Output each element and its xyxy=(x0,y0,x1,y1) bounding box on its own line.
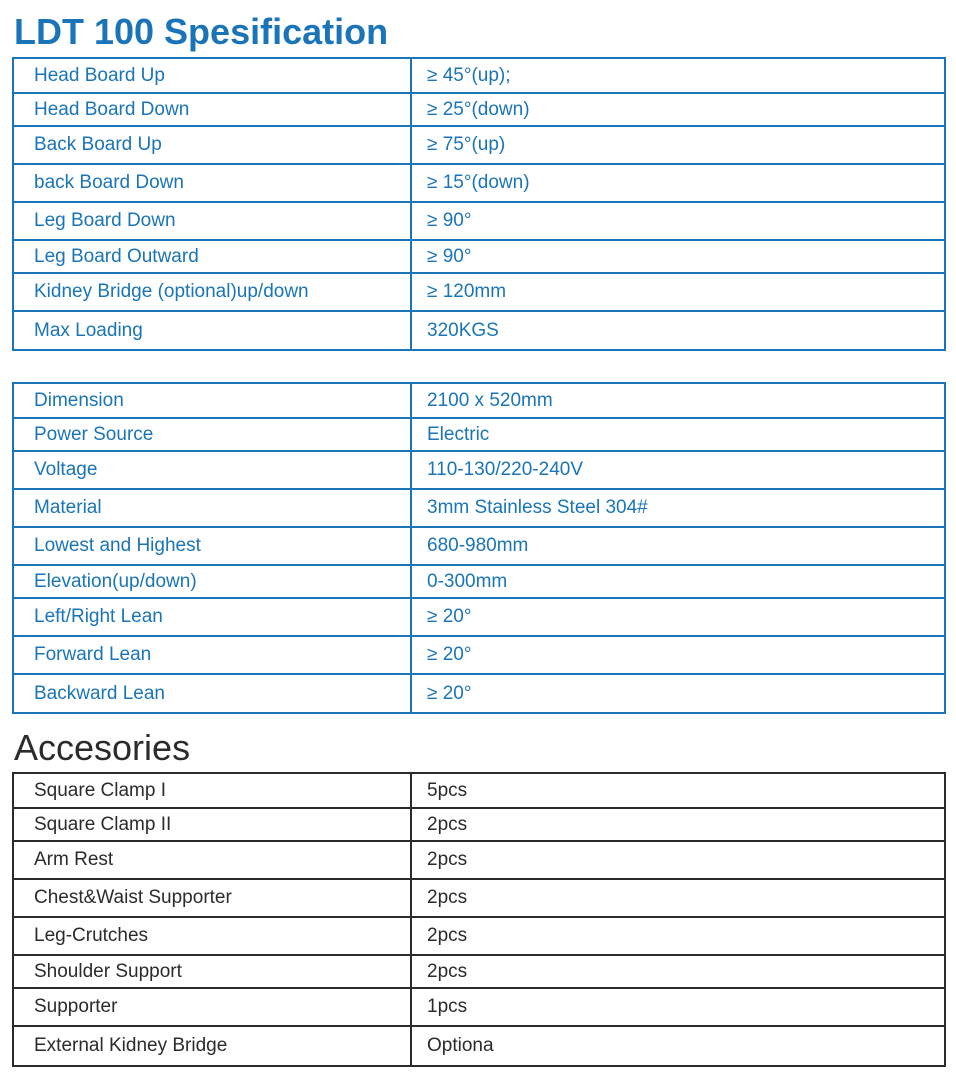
row-value: 2pcs xyxy=(411,917,945,955)
table-row xyxy=(13,1026,945,1066)
row-value: ≥ 90° xyxy=(411,240,945,273)
row-label: Square Clamp I xyxy=(13,773,411,808)
row-label: Leg-Crutches xyxy=(13,917,411,955)
spec-table-general xyxy=(12,382,946,714)
row-value: 1pcs xyxy=(411,988,945,1026)
row-label: Voltage xyxy=(13,451,411,489)
row-label: Dimension xyxy=(13,383,411,418)
table-row xyxy=(13,383,945,418)
page-title: LDT 100 Spesification xyxy=(14,11,389,52)
table-row xyxy=(13,126,945,164)
table-row xyxy=(13,240,945,273)
table-row xyxy=(13,451,945,489)
row-label: Power Source xyxy=(13,418,411,451)
row-value: Electric xyxy=(411,418,945,451)
accessories-table xyxy=(12,772,946,1067)
table-row xyxy=(13,841,945,879)
row-value: Optiona xyxy=(411,1026,945,1066)
row-value: 320KGS xyxy=(411,311,945,350)
row-label: Chest&Waist Supporter xyxy=(13,879,411,917)
row-label: External Kidney Bridge xyxy=(13,1026,411,1066)
spec-table-angles xyxy=(12,57,946,351)
row-label: Head Board Down xyxy=(13,93,411,126)
row-label: back Board Down xyxy=(13,164,411,202)
table-row xyxy=(13,202,945,240)
row-label: Elevation(up/down) xyxy=(13,565,411,598)
table-row xyxy=(13,773,945,808)
row-value: ≥ 20° xyxy=(411,674,945,713)
row-label: Backward Lean xyxy=(13,674,411,713)
table-row xyxy=(13,988,945,1026)
table-row xyxy=(13,879,945,917)
row-value: ≥ 120mm xyxy=(411,273,945,311)
row-label: Left/Right Lean xyxy=(13,598,411,636)
row-value: ≥ 25°(down) xyxy=(411,93,945,126)
row-value: 680-980mm xyxy=(411,527,945,565)
table-row xyxy=(13,273,945,311)
table-row xyxy=(13,598,945,636)
table-row xyxy=(13,311,945,350)
table-row xyxy=(13,527,945,565)
row-value: ≥ 45°(up); xyxy=(411,58,945,93)
row-label: Supporter xyxy=(13,988,411,1026)
row-label: Leg Board Outward xyxy=(13,240,411,273)
row-value: ≥ 15°(down) xyxy=(411,164,945,202)
row-label: Back Board Up xyxy=(13,126,411,164)
table-row xyxy=(13,674,945,713)
row-label: Forward Lean xyxy=(13,636,411,674)
accessories-heading: Accesories xyxy=(14,727,191,768)
row-label: Leg Board Down xyxy=(13,202,411,240)
row-label: Shoulder Support xyxy=(13,955,411,988)
row-label: Head Board Up xyxy=(13,58,411,93)
table-row xyxy=(13,93,945,126)
row-value: 0-300mm xyxy=(411,565,945,598)
table-row xyxy=(13,955,945,988)
row-label: Kidney Bridge (optional)up/down xyxy=(13,273,411,311)
row-value: 2pcs xyxy=(411,955,945,988)
table-row xyxy=(13,164,945,202)
row-value: 2pcs xyxy=(411,808,945,841)
table-row xyxy=(13,418,945,451)
row-value: 2100 x 520mm xyxy=(411,383,945,418)
row-label: Lowest and Highest xyxy=(13,527,411,565)
row-value: 2pcs xyxy=(411,879,945,917)
table-row xyxy=(13,808,945,841)
table-row xyxy=(13,489,945,527)
row-label: Max Loading xyxy=(13,311,411,350)
row-label: Square Clamp II xyxy=(13,808,411,841)
row-value: ≥ 20° xyxy=(411,636,945,674)
table-row xyxy=(13,917,945,955)
row-value: ≥ 20° xyxy=(411,598,945,636)
row-value: 3mm Stainless Steel 304# xyxy=(411,489,945,527)
row-value: 110-130/220-240V xyxy=(411,451,945,489)
row-value: ≥ 90° xyxy=(411,202,945,240)
row-label: Arm Rest xyxy=(13,841,411,879)
row-value: 5pcs xyxy=(411,773,945,808)
table-row xyxy=(13,565,945,598)
table-row xyxy=(13,58,945,93)
row-value: 2pcs xyxy=(411,841,945,879)
row-value: ≥ 75°(up) xyxy=(411,126,945,164)
row-label: Material xyxy=(13,489,411,527)
table-row xyxy=(13,636,945,674)
